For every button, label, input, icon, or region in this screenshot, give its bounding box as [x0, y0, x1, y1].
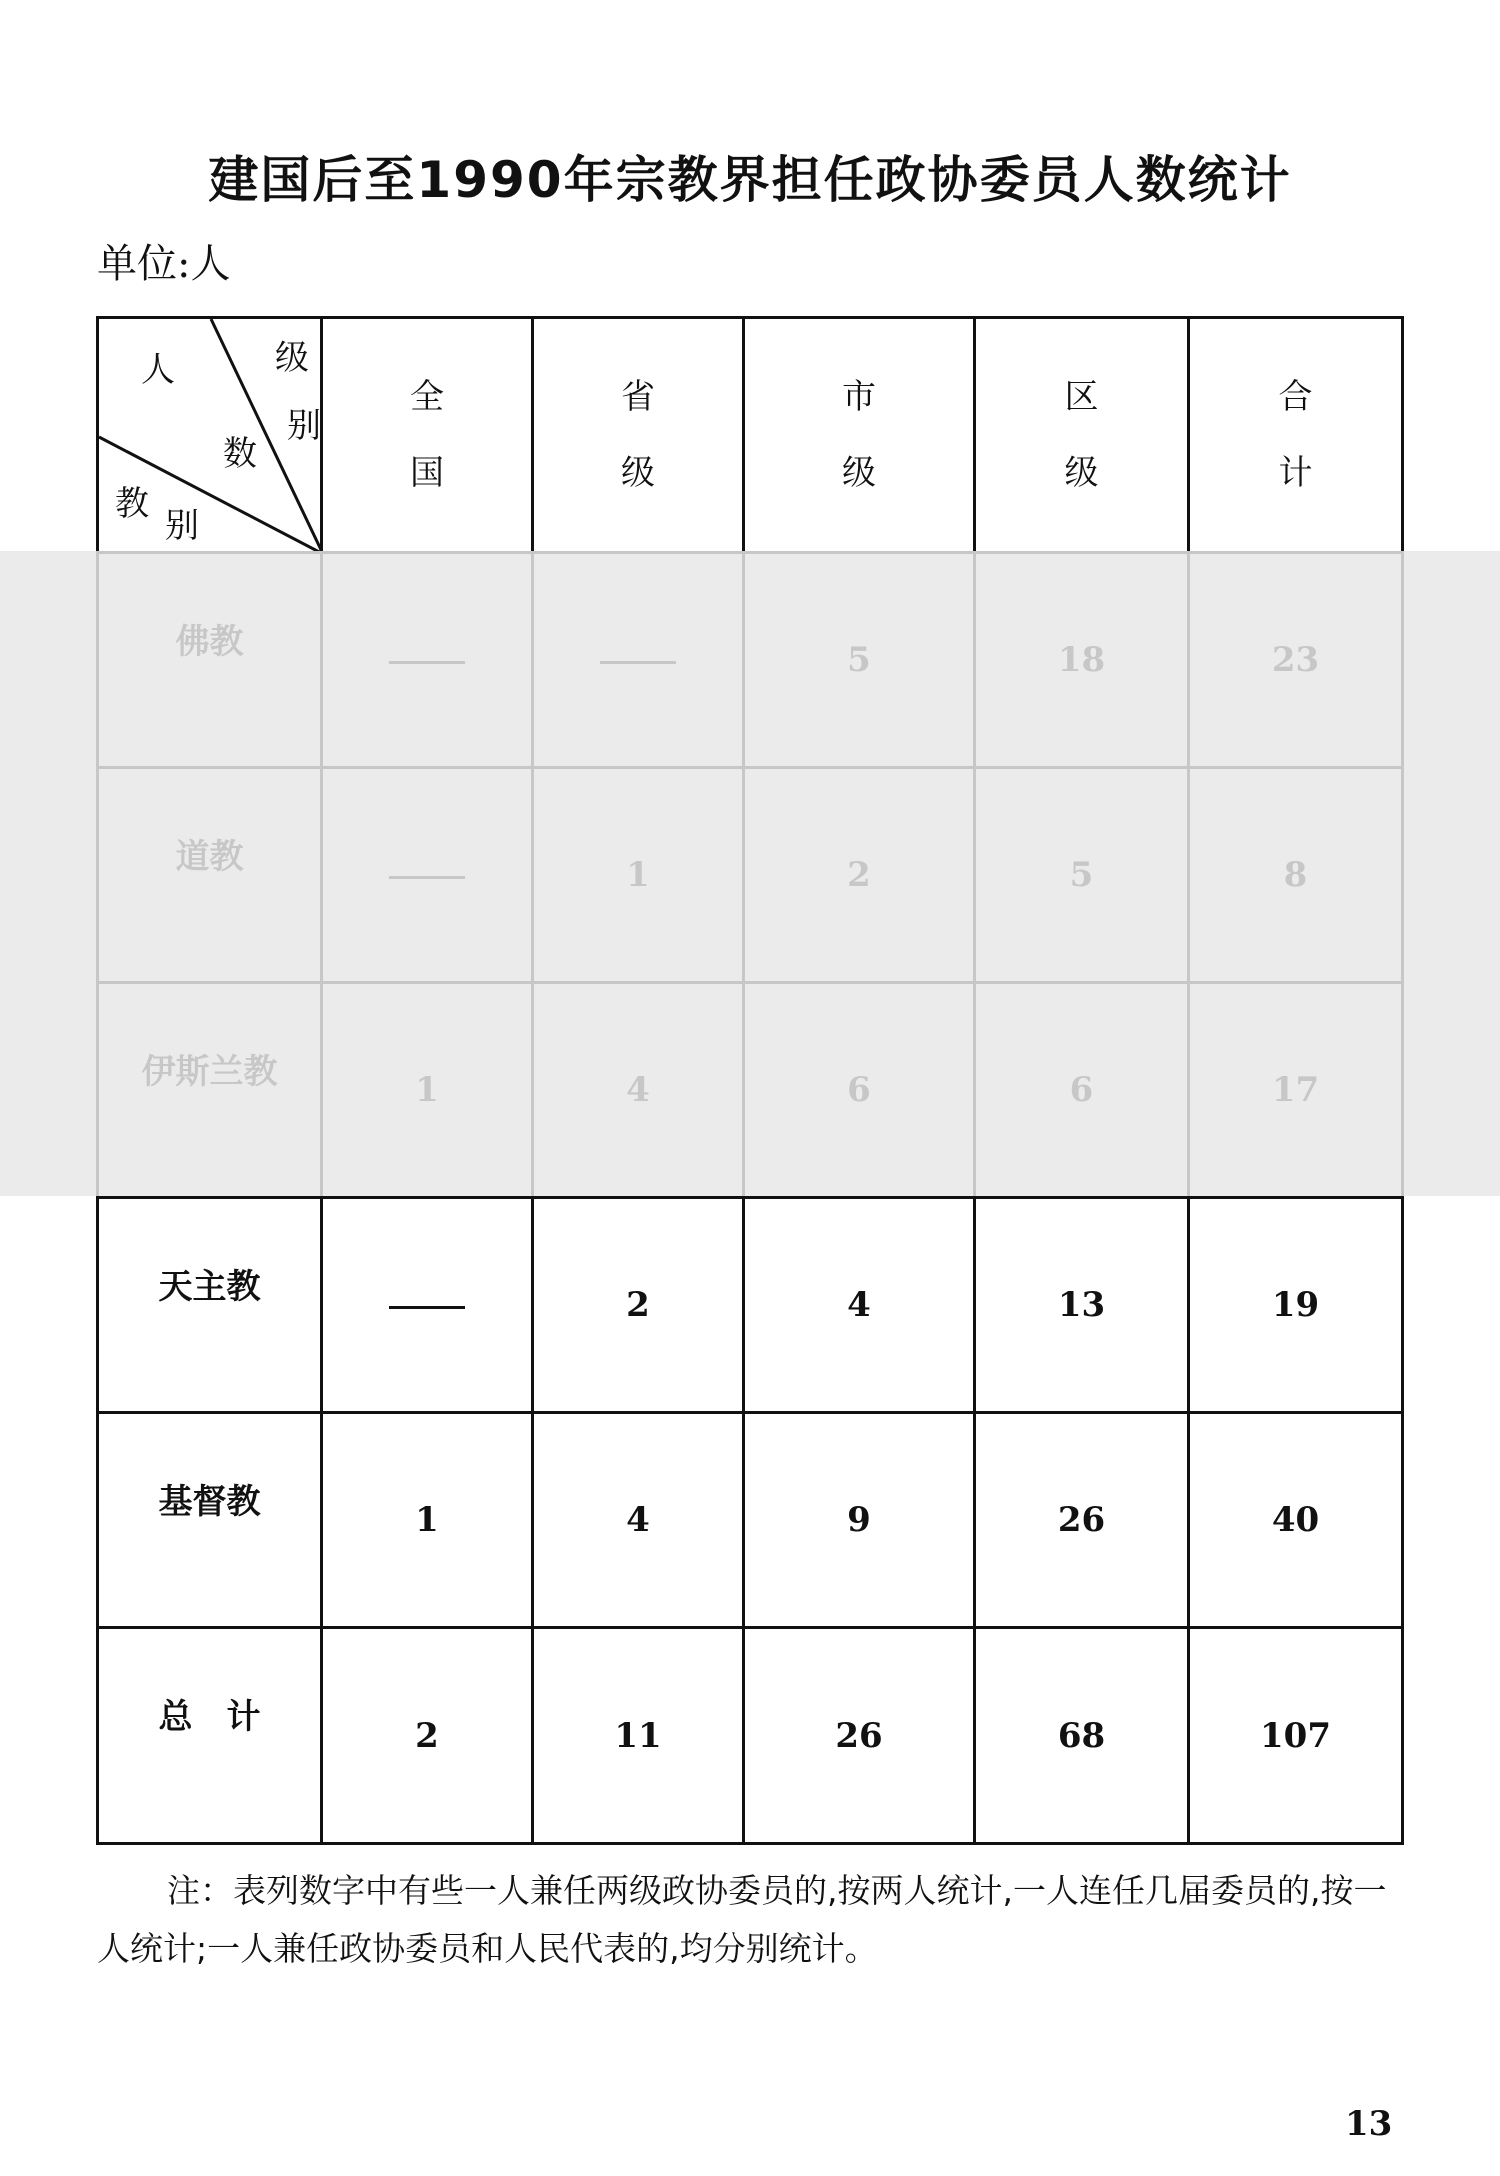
footnote: 注：表列数字中有些一人兼任两级政协委员的,按两人统计,一人连任几届委员的,按一人统计;一人兼任政协委员和人民代表的,均分别统计。 [97, 1871, 1387, 1968]
column-header-national: 全 国 [322, 318, 533, 553]
column-header-district: 区 级 [975, 318, 1189, 553]
table-cell: 11 [533, 1628, 744, 1844]
table-cell: 13 [975, 1198, 1189, 1413]
table-cell: 4 [744, 1198, 975, 1413]
table-header-row [98, 318, 1403, 553]
row-label: 总 计 [98, 1628, 322, 1844]
table-cell: 26 [975, 1413, 1189, 1628]
dash-mark [389, 1306, 465, 1309]
table-cell: 9 [744, 1413, 975, 1628]
table-cell: 19 [1189, 1198, 1403, 1413]
page-number: 13 [1345, 2104, 1393, 2144]
table-cell: 107 [1189, 1628, 1403, 1844]
column-header-total: 合 计 [1189, 318, 1403, 553]
corner-label-religion-1: 教 [115, 484, 149, 524]
row-label: 天主教 [98, 1198, 322, 1413]
gray-overlay-band [0, 551, 1500, 1196]
row-label: 基督教 [98, 1413, 322, 1628]
table-cell: 4 [533, 1413, 744, 1628]
table-cell: 40 [1189, 1413, 1403, 1628]
page-title: 建国后至1990年宗教界担任政协委员人数统计 [208, 151, 1292, 209]
table-row [98, 1198, 1403, 1413]
corner-label-people: 人 [141, 350, 175, 390]
unit-label: 单位:人 [97, 241, 231, 287]
corner-label-level-2: 别 [287, 406, 321, 446]
table-row-total [98, 1628, 1403, 1844]
column-header-municipal: 市 级 [744, 318, 975, 553]
corner-label-level-1: 级 [275, 338, 309, 378]
table-cell [322, 1198, 533, 1413]
table-cell: 1 [322, 1413, 533, 1628]
diagonal-header-cell [98, 318, 322, 553]
corner-label-religion-2: 别 [165, 506, 199, 546]
table-row [98, 1413, 1403, 1628]
table-cell: 2 [322, 1628, 533, 1844]
table-cell: 68 [975, 1628, 1189, 1844]
table-cell: 26 [744, 1628, 975, 1844]
corner-label-count: 数 [223, 434, 257, 474]
column-header-provincial: 省 级 [533, 318, 744, 553]
table-cell: 2 [533, 1198, 744, 1413]
